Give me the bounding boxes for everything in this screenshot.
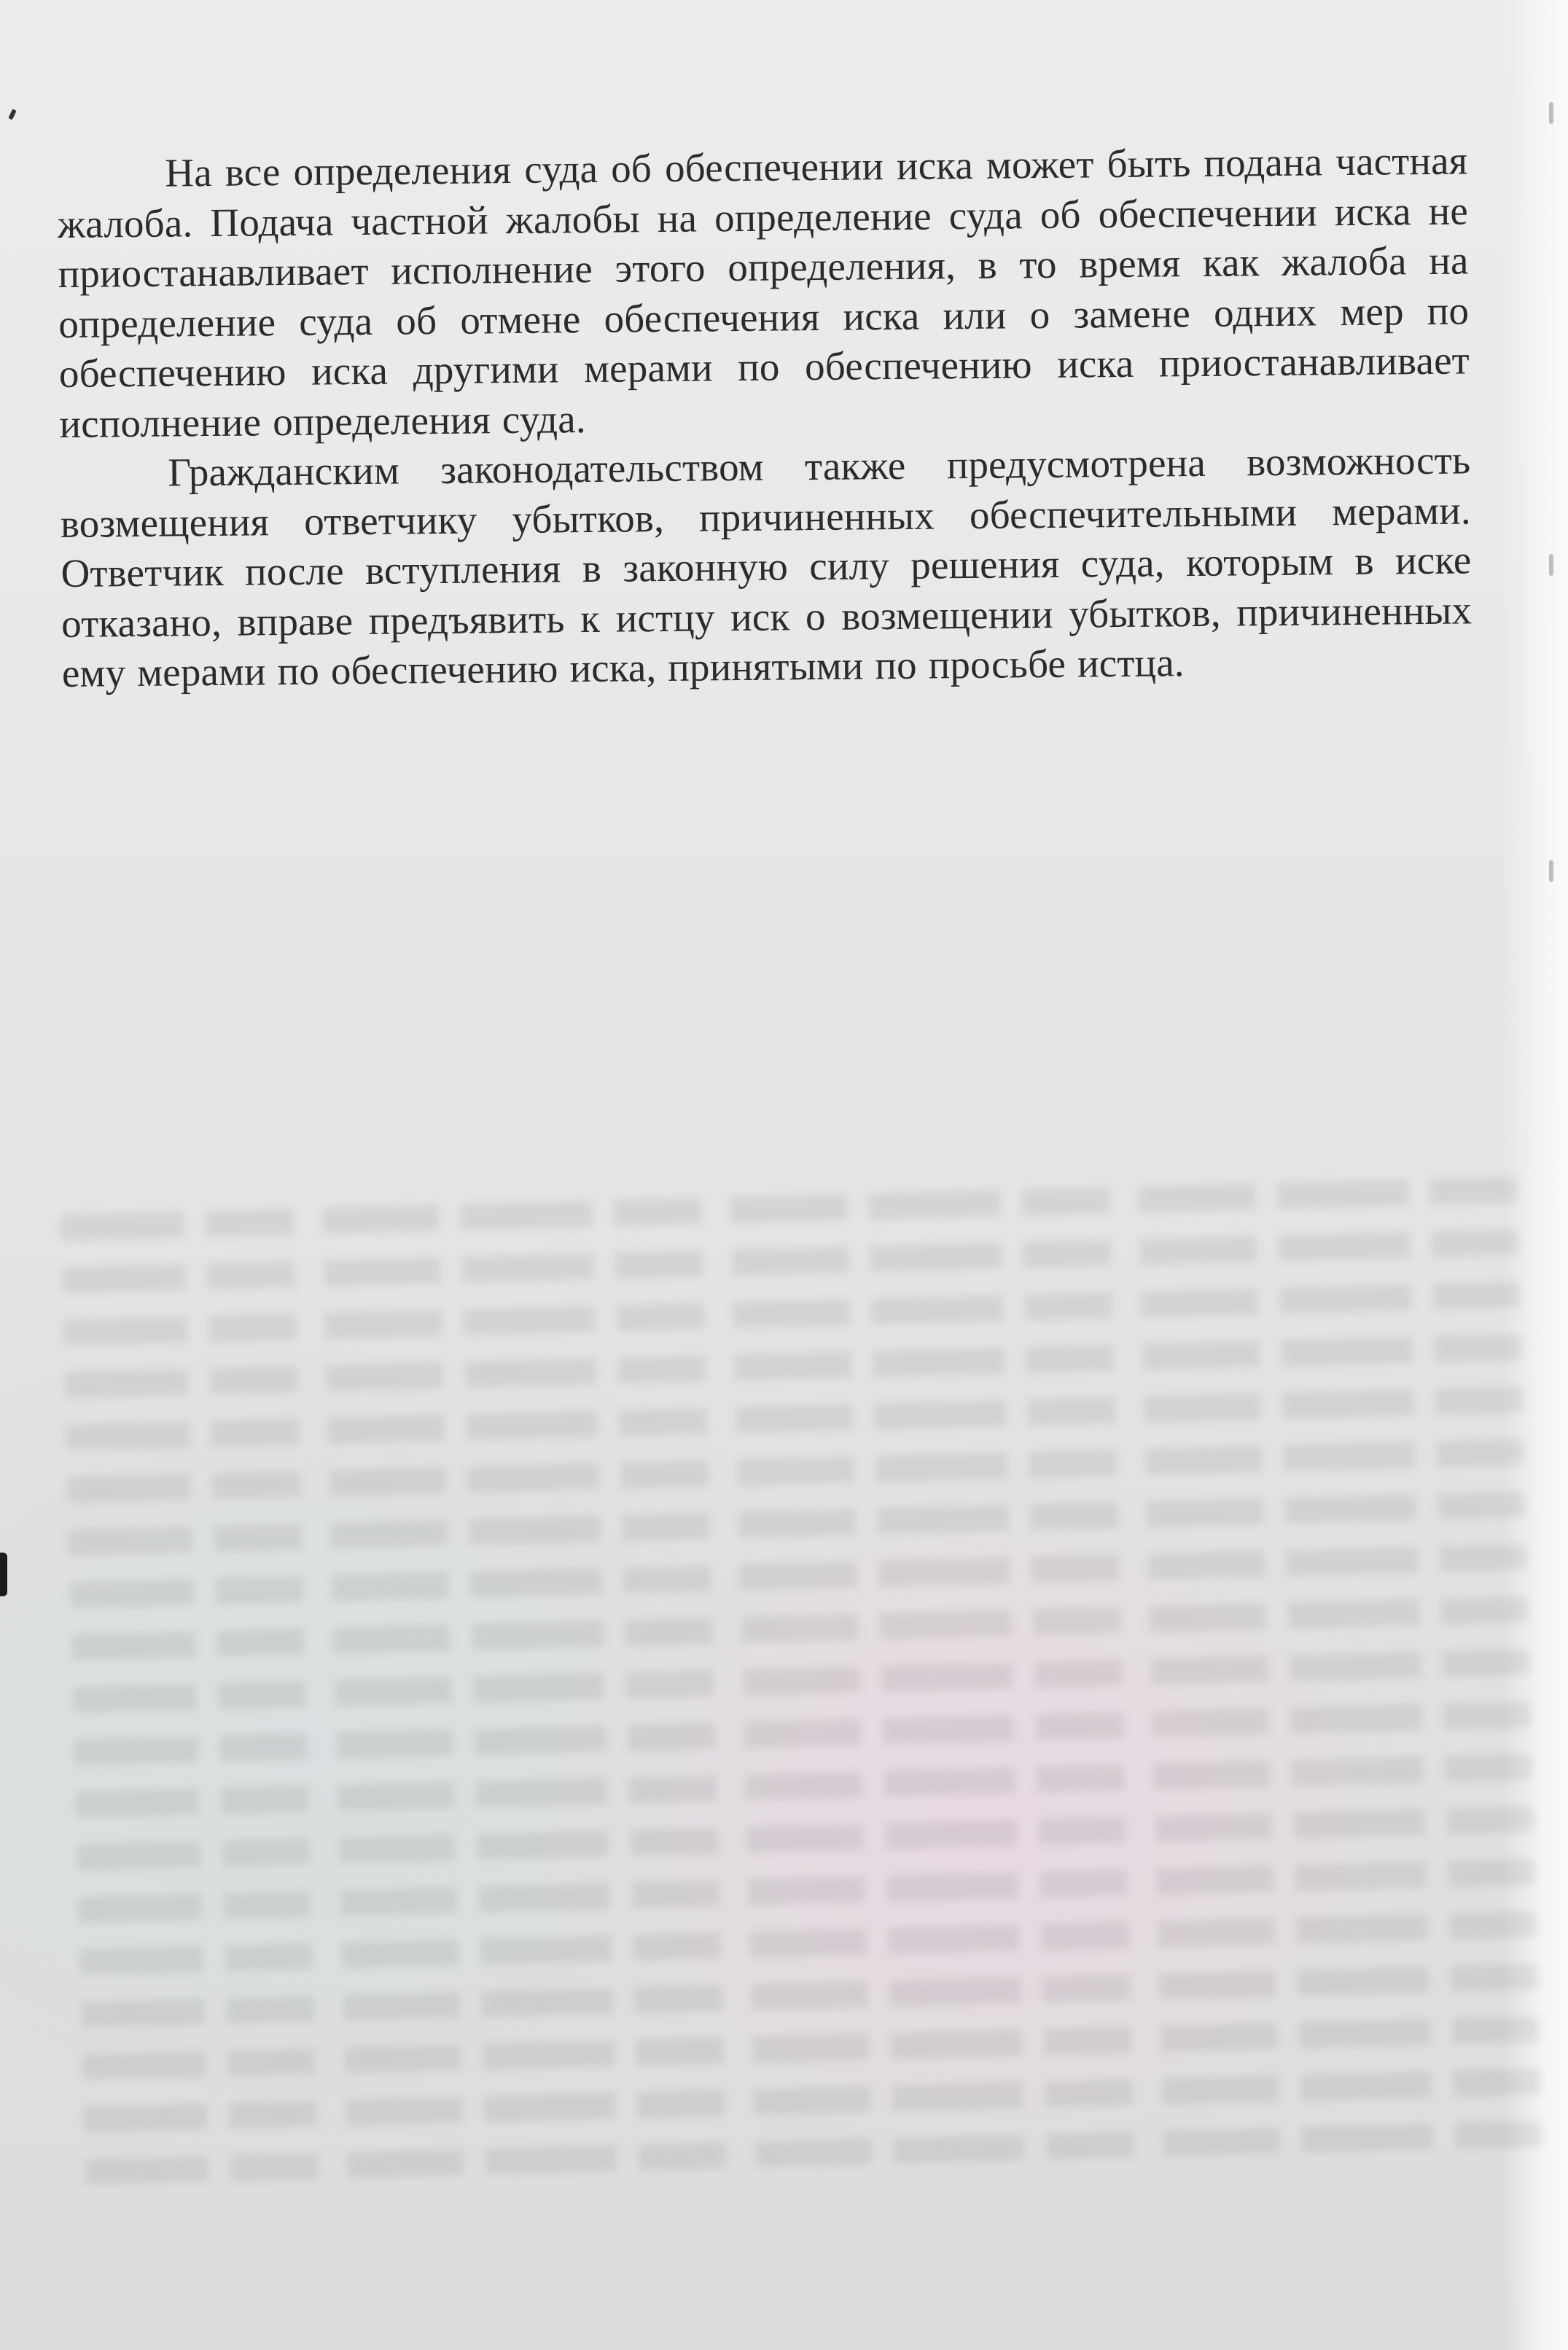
paper-edge-notch: [1549, 860, 1553, 882]
document-text: [57, 136, 1473, 698]
paragraph-appeal: На все определения суда об обеспечении иска может быть подана частная жалоба. Подача частной жалобы на определение суда об обеспечении иска не приостанавливает исполнение этого определения, в то время как жалоба на определение суда об отмене обеспечения иска или о замене одних мер по обеспечению иска другими мерами по обеспечению иска приостанавливает исполнение определения суда.: [57, 138, 1470, 446]
paper-edge-notch: [1549, 102, 1553, 124]
paper-edge-notch: [1549, 554, 1553, 576]
paragraph-damages: Гражданским законодательством также предусмотрена возможность возмещения ответчику убытков, причиненных обеспечительными мерами. Ответчик после вступления в законную силу решения суда, которым в иске отказано, вправе предъявить к истцу иск о возмещении убытков, причиненных ему мерами по обеспечению иска, принятыми по просьбе истца.: [60, 437, 1473, 695]
ink-speck: [8, 109, 16, 120]
clip-shadow: [0, 1553, 7, 1596]
reverse-side-bleed-through: [60, 1176, 1544, 2235]
